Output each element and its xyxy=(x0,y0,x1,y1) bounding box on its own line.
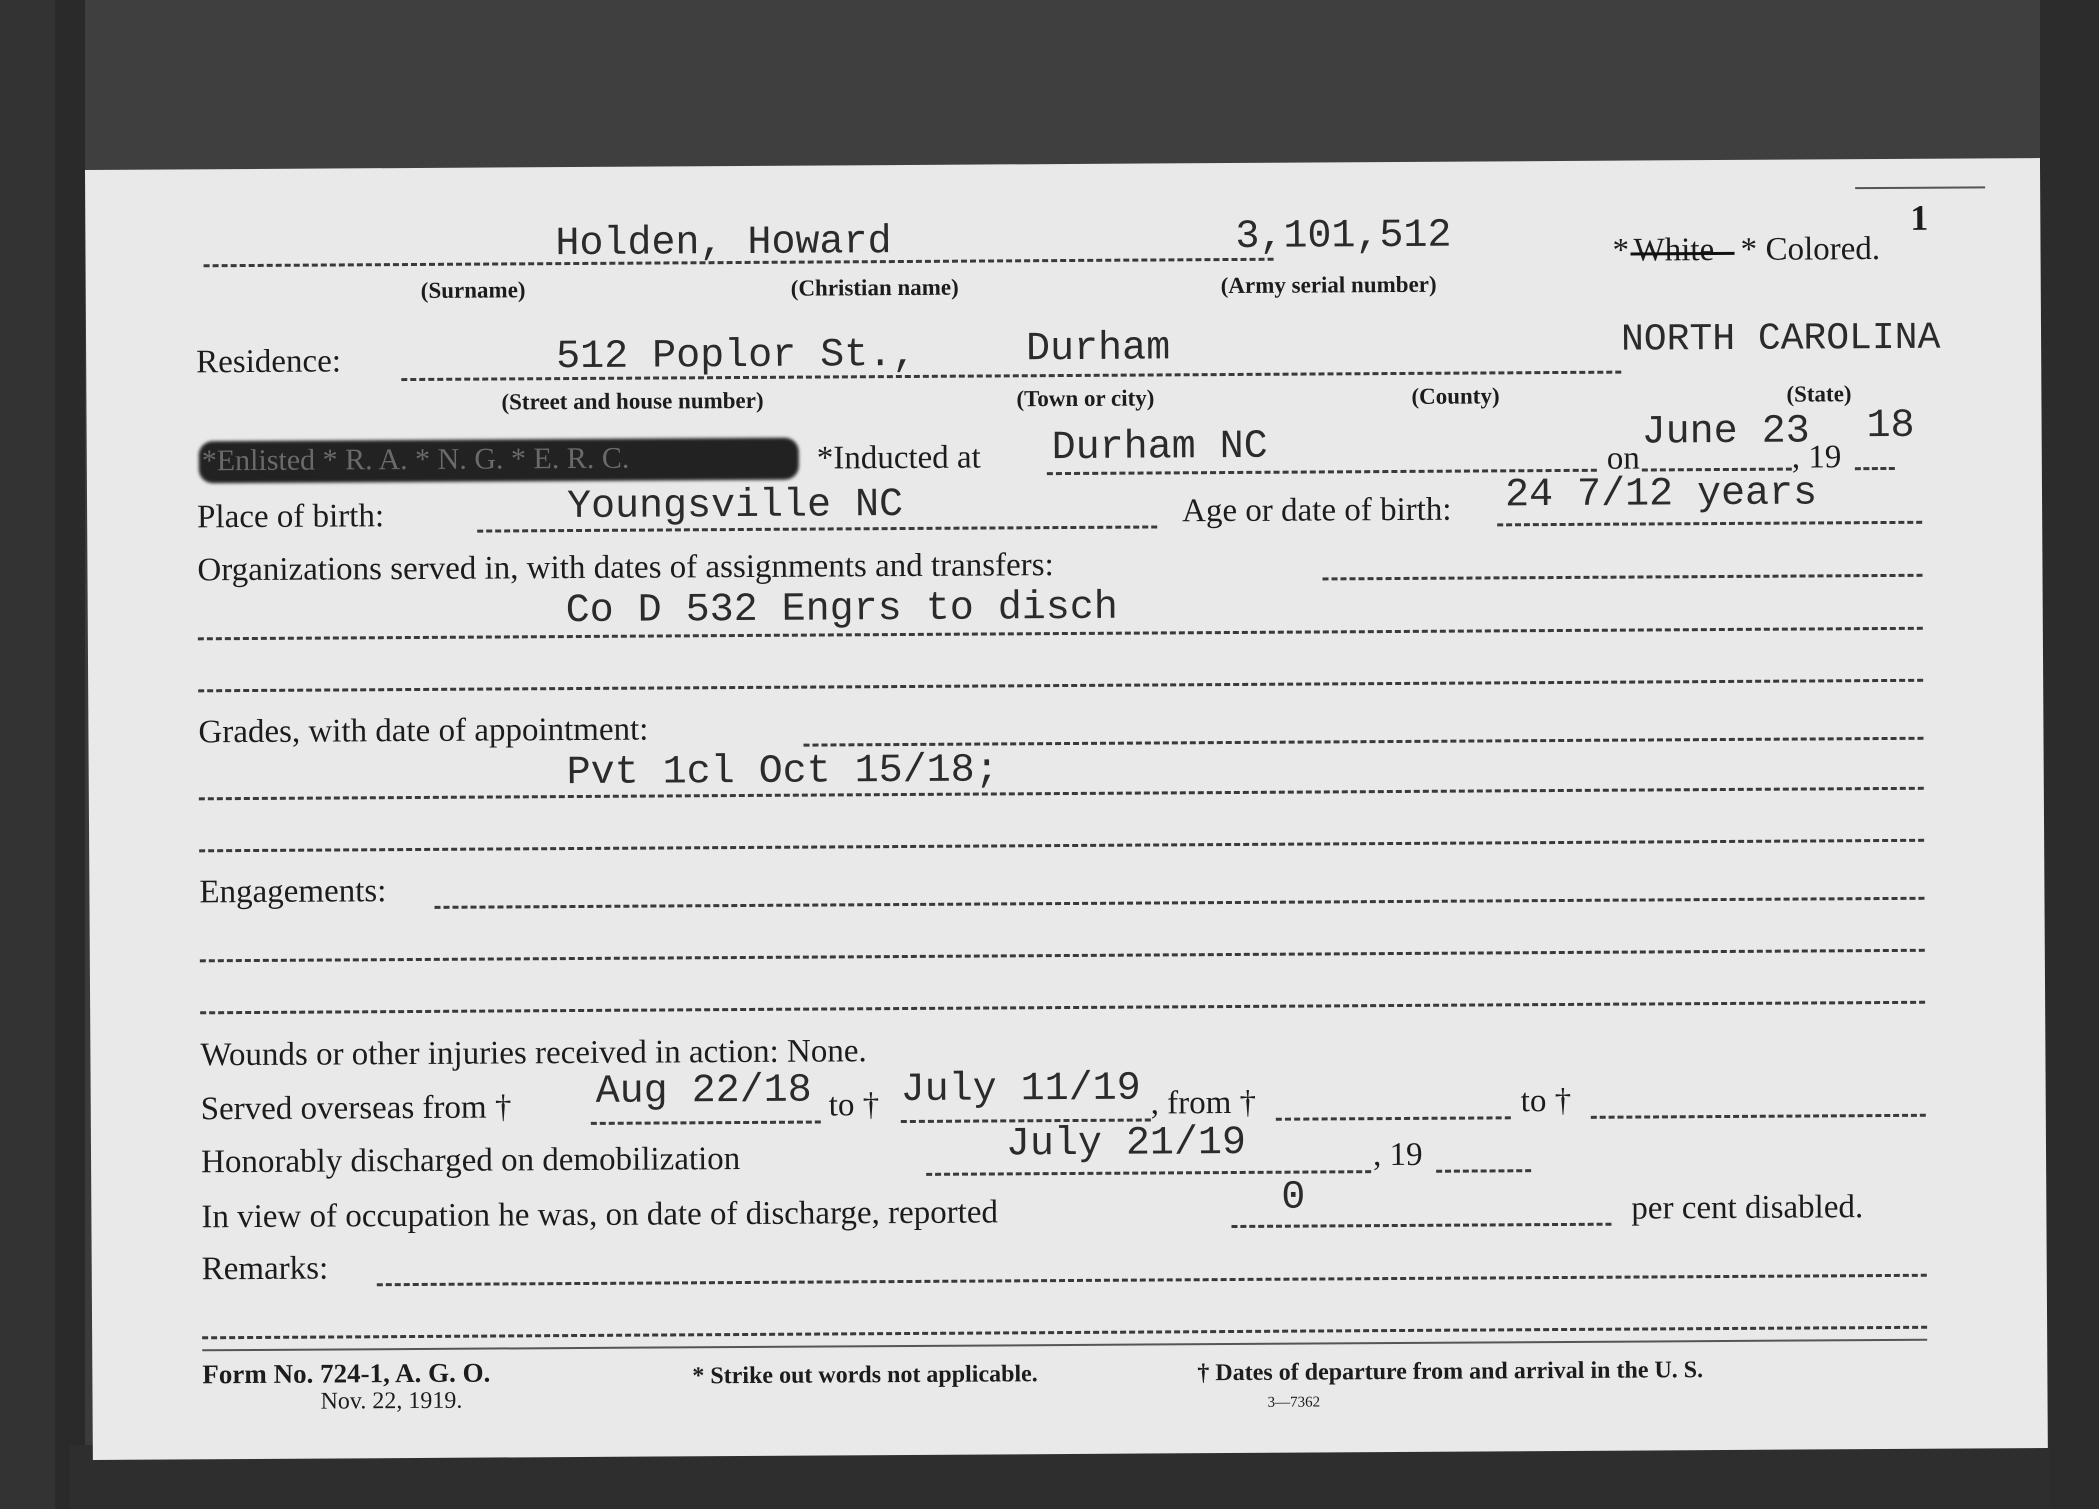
age-line xyxy=(1497,521,1922,527)
residence-street: 512 Poplor St., xyxy=(556,332,917,381)
printer-code: 3—7362 xyxy=(1267,1394,1321,1411)
background-left-edge xyxy=(55,0,85,1509)
overseas-to2-label: to † xyxy=(1520,1082,1572,1120)
overseas-from-line xyxy=(591,1121,821,1125)
overseas-to: July 11/19 xyxy=(900,1066,1141,1114)
age-value: 24 7/12 years xyxy=(1504,471,1818,519)
organizations-label: Organizations served in, with dates of assignments and transfers: xyxy=(197,547,1054,589)
age-label: Age or date of birth: xyxy=(1181,491,1452,530)
grades-value: Pvt 1cl Oct 15/18; xyxy=(566,748,999,797)
remarks-label: Remarks: xyxy=(201,1250,329,1288)
engagements-label: Engagements: xyxy=(199,873,387,911)
serial-caption: (Army serial number) xyxy=(1220,271,1437,299)
wounds-text: Wounds or other injuries received in action: None. xyxy=(200,1033,867,1074)
overseas-to2-line xyxy=(1591,1114,1926,1119)
race-colored: Colored. xyxy=(1765,231,1881,268)
organizations-value: Co D 532 Engrs to disch xyxy=(565,585,1118,635)
inducted-place: Durham NC xyxy=(1051,424,1268,472)
induction-date: June 23 xyxy=(1641,409,1810,456)
county-caption: (County) xyxy=(1411,383,1500,409)
disability-label: In view of occupation he was, on date of discharge, reported xyxy=(201,1194,999,1236)
serial-value: 3,101,512 xyxy=(1235,213,1452,260)
induction-year-line xyxy=(1855,467,1895,470)
city-caption: (Town or city) xyxy=(1016,385,1155,412)
grades-line-1 xyxy=(804,737,1924,747)
christian-name-caption: (Christian name) xyxy=(790,274,959,301)
disability-value: 0 xyxy=(1281,1175,1306,1221)
overseas-from2-line xyxy=(1276,1116,1511,1120)
form-number: Form No. 724-1, A. G. O. xyxy=(202,1357,491,1390)
grades-label: Grades, with date of appointment: xyxy=(198,711,649,751)
engagements-line-1 xyxy=(435,897,1925,909)
name-value: Holden, Howard xyxy=(555,220,892,268)
race-asterisk-colored: * xyxy=(1740,231,1758,268)
grades-line-3 xyxy=(199,839,1924,853)
discharge-year-label: , 19 xyxy=(1372,1136,1423,1174)
birthplace-label: Place of birth: xyxy=(197,498,385,536)
on-label: on xyxy=(1606,440,1640,477)
grades-line-2 xyxy=(199,787,1924,801)
organizations-line-1 xyxy=(1323,574,1923,581)
service-card xyxy=(85,158,2048,1460)
induction-year: 18 xyxy=(1866,403,1915,450)
discharge-date: July 21/19 xyxy=(1005,1120,1247,1168)
engagements-line-3 xyxy=(200,1001,1925,1015)
background-right xyxy=(2040,0,2099,1509)
strike-note: * Strike out words not applicable. xyxy=(692,1361,1038,1390)
footer-rule xyxy=(202,1339,1927,1352)
overseas-label: Served overseas from † xyxy=(200,1089,512,1128)
overseas-from2-label: , from † xyxy=(1150,1084,1257,1122)
struck-enlistment-text: *Enlisted * R. A. * N. G. * E. R. C. xyxy=(201,441,630,478)
inducted-label: *Inducted at xyxy=(816,439,981,477)
discharge-year-line xyxy=(1436,1169,1531,1173)
disability-line xyxy=(1231,1223,1611,1228)
race-white: White xyxy=(1633,232,1715,269)
remarks-line-2 xyxy=(202,1326,1927,1340)
street-caption: (Street and house number) xyxy=(501,387,764,415)
overseas-from: Aug 22/18 xyxy=(595,1068,812,1115)
state-caption: (State) xyxy=(1786,381,1852,407)
discharge-label: Honorably discharged on demobilization xyxy=(200,1141,741,1181)
form-date: Nov. 22, 1919. xyxy=(320,1387,463,1415)
white-strikethrough xyxy=(1631,252,1735,256)
card-number-rule xyxy=(1855,186,1985,189)
birthplace-value: Youngsville NC xyxy=(566,483,904,531)
overseas-to-label: to † xyxy=(828,1087,880,1124)
residence-label: Residence: xyxy=(196,343,342,381)
residence-city: Durham xyxy=(1025,326,1171,373)
residence-state: NORTH CAROLINA xyxy=(1620,316,1941,362)
remarks-line-1 xyxy=(377,1274,1927,1286)
organizations-line-3 xyxy=(198,679,1923,693)
surname-caption: (Surname) xyxy=(420,277,526,303)
dates-note: † Dates of departure from and arrival in the U. S. xyxy=(1197,1357,1704,1387)
disability-suffix: per cent disabled. xyxy=(1631,1189,1864,1227)
induction-year-prefix: , 19 xyxy=(1791,439,1842,476)
engagements-line-2 xyxy=(200,949,1925,963)
race-asterisk-white: * xyxy=(1612,232,1630,269)
card-number: 1 xyxy=(1910,197,1929,238)
